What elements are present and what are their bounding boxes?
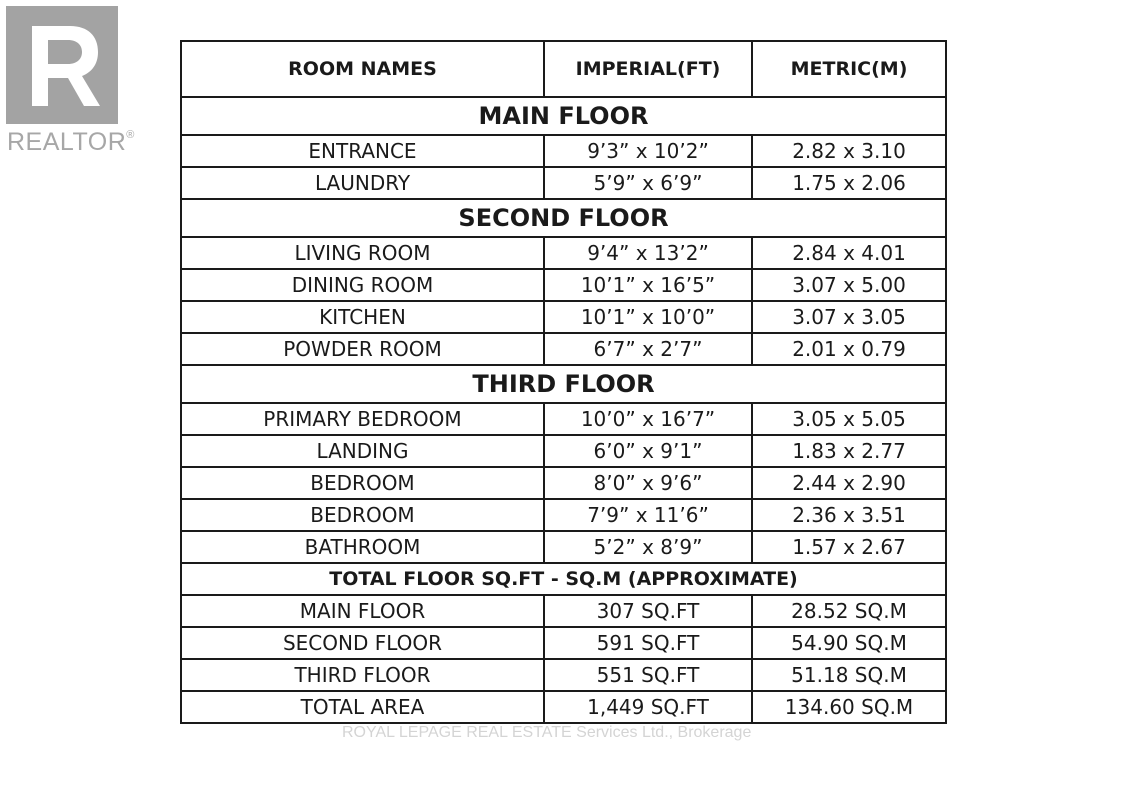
area-sqft: 551 SQ.FT: [544, 659, 752, 691]
metric-size: 3.05 x 5.05: [752, 403, 946, 435]
metric-size: 1.57 x 2.67: [752, 531, 946, 563]
table-row: [181, 531, 946, 563]
imperial-size: 10’0” x 16’7”: [544, 403, 752, 435]
brokerage-watermark: ROYAL LEPAGE REAL ESTATE Services Ltd., Brokerage: [342, 724, 752, 741]
section-row-second-floor: [181, 199, 946, 237]
table-row: [181, 237, 946, 269]
room-name: LIVING ROOM: [181, 237, 544, 269]
room-name: DINING ROOM: [181, 269, 544, 301]
metric-size: 1.83 x 2.77: [752, 435, 946, 467]
table-row: [181, 595, 946, 627]
imperial-size: 8’0” x 9’6”: [544, 467, 752, 499]
table-row: [181, 135, 946, 167]
area-sqft: 1,449 SQ.FT: [544, 691, 752, 723]
metric-size: 3.07 x 3.05: [752, 301, 946, 333]
table-header-row: [181, 41, 946, 97]
section-title: SECOND FLOOR: [181, 199, 946, 237]
table-row: [181, 435, 946, 467]
room-name: PRIMARY BEDROOM: [181, 403, 544, 435]
section-title: THIRD FLOOR: [181, 365, 946, 403]
table-row: [181, 333, 946, 365]
header-metric: METRIC(M): [752, 41, 946, 97]
area-sqft: 591 SQ.FT: [544, 627, 752, 659]
room-name: BATHROOM: [181, 531, 544, 563]
floor-name: THIRD FLOOR: [181, 659, 544, 691]
area-sqft: 307 SQ.FT: [544, 595, 752, 627]
metric-size: 2.84 x 4.01: [752, 237, 946, 269]
imperial-size: 10’1” x 16’5”: [544, 269, 752, 301]
table-row: [181, 627, 946, 659]
metric-size: 3.07 x 5.00: [752, 269, 946, 301]
floor-name: MAIN FLOOR: [181, 595, 544, 627]
table-row: [181, 691, 946, 723]
section-row-third-floor: [181, 365, 946, 403]
header-room-names: ROOM NAMES: [181, 41, 544, 97]
totals-title: TOTAL FLOOR SQ.FT - SQ.M (APPROXIMATE): [181, 563, 946, 595]
room-dimensions-table: [180, 40, 947, 724]
metric-size: 1.75 x 2.06: [752, 167, 946, 199]
imperial-size: 7’9” x 11’6”: [544, 499, 752, 531]
floor-name: TOTAL AREA: [181, 691, 544, 723]
room-name: KITCHEN: [181, 301, 544, 333]
imperial-size: 10’1” x 10’0”: [544, 301, 752, 333]
metric-size: 2.44 x 2.90: [752, 467, 946, 499]
room-name: ENTRANCE: [181, 135, 544, 167]
table-row: [181, 467, 946, 499]
totals-title-row: [181, 563, 946, 595]
room-name: POWDER ROOM: [181, 333, 544, 365]
section-row-main-floor: [181, 97, 946, 135]
realtor-logo-mark-icon: [6, 6, 118, 124]
imperial-size: 6’0” x 9’1”: [544, 435, 752, 467]
imperial-size: 9’3” x 10’2”: [544, 135, 752, 167]
floor-name: SECOND FLOOR: [181, 627, 544, 659]
table-row: [181, 403, 946, 435]
metric-size: 2.82 x 3.10: [752, 135, 946, 167]
imperial-size: 5’9” x 6’9”: [544, 167, 752, 199]
section-title: MAIN FLOOR: [181, 97, 946, 135]
table-row: [181, 301, 946, 333]
imperial-size: 6’7” x 2’7”: [544, 333, 752, 365]
metric-size: 2.01 x 0.79: [752, 333, 946, 365]
realtor-logo: [6, 6, 135, 156]
room-name: BEDROOM: [181, 467, 544, 499]
table-row: [181, 499, 946, 531]
room-name: LAUNDRY: [181, 167, 544, 199]
metric-size: 2.36 x 3.51: [752, 499, 946, 531]
area-sqm: 51.18 SQ.M: [752, 659, 946, 691]
table-row: [181, 167, 946, 199]
room-name: LANDING: [181, 435, 544, 467]
area-sqm: 134.60 SQ.M: [752, 691, 946, 723]
area-sqm: 54.90 SQ.M: [752, 627, 946, 659]
table-row: [181, 659, 946, 691]
area-sqm: 28.52 SQ.M: [752, 595, 946, 627]
imperial-size: 5’2” x 8’9”: [544, 531, 752, 563]
header-imperial: IMPERIAL(FT): [544, 41, 752, 97]
realtor-logo-text: REALTOR®: [7, 128, 135, 156]
table-row: [181, 269, 946, 301]
room-name: BEDROOM: [181, 499, 544, 531]
imperial-size: 9’4” x 13’2”: [544, 237, 752, 269]
